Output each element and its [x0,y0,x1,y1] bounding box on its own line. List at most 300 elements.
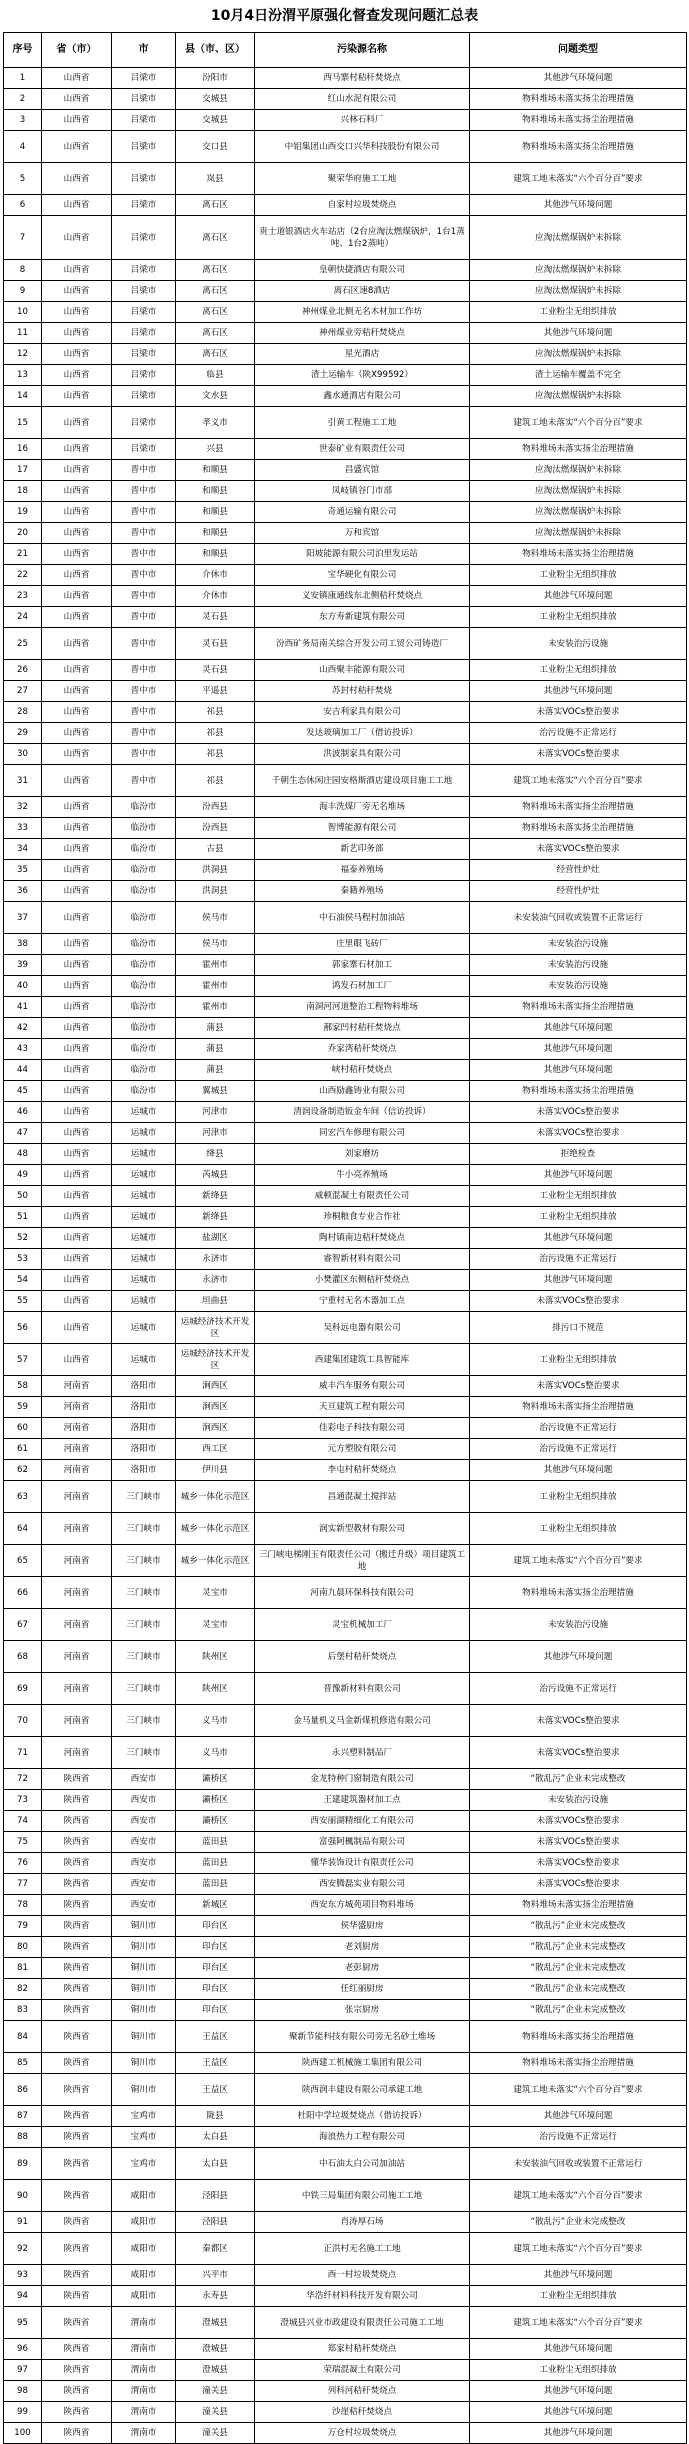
table-row [4,2148,687,2180]
cell-source-name: 懂华装饰设计有限责任公司 [255,1853,470,1874]
cell-county: 离石区 [176,344,255,365]
cell-source-name: 河南九晨环保科技有限公司 [255,1577,470,1609]
cell-county: 澄城县 [176,2339,255,2360]
cell-city: 临汾市 [112,955,176,976]
table-row [4,1673,687,1705]
cell-county: 蓝田县 [176,1832,255,1853]
cell-index: 66 [4,1577,42,1609]
cell-city: 运城市 [112,1228,176,1249]
cell-county: 蓝田县 [176,1874,255,1895]
cell-index: 17 [4,460,42,481]
table-row [4,839,687,860]
table-body [4,68,687,2444]
cell-county: 陕州区 [176,1673,255,1705]
cell-province: 陕西省 [42,2423,112,2444]
cell-problem-type: 其他涉气环境问题 [470,2402,687,2423]
cell-province: 山西省 [42,281,112,302]
table-row [4,1207,687,1228]
table-row [4,2265,687,2286]
cell-index: 41 [4,997,42,1018]
cell-source-name: 杜阳中学垃圾焚烧点（借访投诉） [255,2106,470,2127]
table-row [4,1123,687,1144]
cell-problem-type: 其他涉气环境问题 [470,1165,687,1186]
cell-source-name: 红山水泥有限公司 [255,89,470,110]
cell-county: 汾西县 [176,797,255,818]
table-row [4,1418,687,1439]
cell-problem-type: 其他涉气环境问题 [470,1641,687,1673]
cell-problem-type: 工业粉尘无组织排放 [470,1207,687,1228]
cell-index: 16 [4,439,42,460]
cell-problem-type: 其他涉气环境问题 [470,2423,687,2444]
table-row [4,1832,687,1853]
cell-problem-type: 应淘汰燃煤锅炉未拆除 [470,502,687,523]
cell-city: 铜川市 [112,2000,176,2021]
cell-city: 晋中市 [112,460,176,481]
cell-source-name: 陕西润丰建设有限公司承建工地 [255,2074,470,2106]
cell-problem-type: 治污设施不正常运行 [470,1249,687,1270]
cell-problem-type: 应淘汰燃煤锅炉未拆除 [470,281,687,302]
cell-index: 11 [4,323,42,344]
cell-index: 35 [4,860,42,881]
cell-city: 渭南市 [112,2339,176,2360]
cell-index: 44 [4,1060,42,1081]
cell-source-name: 牛小亮养殖场 [255,1165,470,1186]
cell-city: 运城市 [112,1165,176,1186]
table-row [4,702,687,723]
cell-city: 吕梁市 [112,89,176,110]
cell-city: 渭南市 [112,2423,176,2444]
cell-county: 印台区 [176,1916,255,1937]
cell-problem-type: 治污设施不正常运行 [470,2127,687,2148]
cell-problem-type: 应淘汰燃煤锅炉未拆除 [470,344,687,365]
cell-index: 12 [4,344,42,365]
cell-city: 晋中市 [112,523,176,544]
cell-province: 山西省 [42,723,112,744]
cell-county: 芮城县 [176,1165,255,1186]
cell-problem-type: 未安装治污设施 [470,628,687,660]
cell-county: 侯马市 [176,934,255,955]
cell-index: 3 [4,110,42,131]
cell-province: 山西省 [42,1165,112,1186]
cell-index: 39 [4,955,42,976]
table-row [4,1958,687,1979]
cell-county: 永寿县 [176,2286,255,2307]
cell-source-name: 苏封村秸秆焚烧 [255,681,470,702]
cell-problem-type: 未落实VOCs整治要求 [470,744,687,765]
cell-index: 70 [4,1705,42,1737]
cell-problem-type: 其他涉气环境问题 [470,323,687,344]
cell-source-name: 昌通混凝土搅拌站 [255,1481,470,1513]
cell-index: 21 [4,544,42,565]
cell-province: 山西省 [42,1102,112,1123]
cell-index: 89 [4,2148,42,2180]
cell-county: 翼城县 [176,1081,255,1102]
cell-county: 河津市 [176,1102,255,1123]
cell-index: 34 [4,839,42,860]
cell-county: 西工区 [176,1439,255,1460]
cell-county: 灵宝市 [176,1577,255,1609]
cell-index: 88 [4,2127,42,2148]
table-row [4,1609,687,1641]
cell-problem-type: 物料堆场未落实扬尘治理措施 [470,2021,687,2053]
cell-source-name: 荣瑞混凝土有限公司 [255,2360,470,2381]
table-row [4,1291,687,1312]
table-row [4,1545,687,1577]
cell-problem-type: 渣土运输车覆盖不完全 [470,365,687,386]
cell-county: 王益区 [176,2074,255,2106]
cell-problem-type: 物料堆场未落实扬尘治理措施 [470,544,687,565]
cell-index: 28 [4,702,42,723]
cell-problem-type: 未落实VOCs整治要求 [470,1376,687,1397]
table-row [4,2286,687,2307]
cell-city: 咸阳市 [112,2286,176,2307]
table-row [4,1249,687,1270]
cell-city: 晋中市 [112,765,176,797]
cell-problem-type: 工业粉尘无组织排放 [470,302,687,323]
table-row [4,1641,687,1673]
cell-index: 57 [4,1344,42,1376]
cell-index: 75 [4,1832,42,1853]
cell-county: 灞桥区 [176,1790,255,1811]
cell-province: 陕西省 [42,2106,112,2127]
table-row [4,586,687,607]
cell-city: 运城市 [112,1123,176,1144]
cell-problem-type: 治污设施不正常运行 [470,1418,687,1439]
table-row [4,1811,687,1832]
cell-province: 陕西省 [42,2021,112,2053]
cell-county: 岚县 [176,163,255,195]
table-row [4,110,687,131]
cell-province: 陕西省 [42,1958,112,1979]
cell-city: 临汾市 [112,1060,176,1081]
cell-county: 绛县 [176,1144,255,1165]
cell-county: 潼关县 [176,2423,255,2444]
cell-city: 吕梁市 [112,386,176,407]
cell-index: 27 [4,681,42,702]
cell-county: 霍州市 [176,955,255,976]
cell-county: 兴平市 [176,2265,255,2286]
cell-city: 临汾市 [112,934,176,955]
cell-county: 印台区 [176,1937,255,1958]
cell-index: 6 [4,195,42,216]
cell-province: 山西省 [42,839,112,860]
cell-index: 58 [4,1376,42,1397]
cell-county: 涧西区 [176,1418,255,1439]
cell-county: 王益区 [176,2053,255,2074]
cell-source-name: 鑫水通酒店有限公司 [255,386,470,407]
cell-province: 河南省 [42,1418,112,1439]
table-row [4,1513,687,1545]
cell-province: 陕西省 [42,1916,112,1937]
cell-province: 陕西省 [42,2148,112,2180]
cell-city: 洛阳市 [112,1397,176,1418]
cell-problem-type: 其他涉气环境问题 [470,586,687,607]
cell-county: 古县 [176,839,255,860]
cell-source-name: 王建建筑器材加工点 [255,1790,470,1811]
cell-county: 王益区 [176,2021,255,2053]
cell-source-name: 海浪热力工程有限公司 [255,2127,470,2148]
cell-city: 西安市 [112,1853,176,1874]
cell-problem-type: 未安装治污设施 [470,1790,687,1811]
cell-problem-type: 工业粉尘无组织排放 [470,1513,687,1545]
cell-index: 43 [4,1039,42,1060]
cell-source-name: 小樊灌区东侧秸秆焚烧点 [255,1270,470,1291]
cell-problem-type: 未落实VOCs整治要求 [470,1853,687,1874]
cell-province: 山西省 [42,163,112,195]
cell-source-name: 中石油太白公司加油站 [255,2148,470,2180]
cell-problem-type: 工业粉尘无组织排放 [470,1186,687,1207]
cell-city: 洛阳市 [112,1376,176,1397]
cell-province: 山西省 [42,1186,112,1207]
cell-index: 77 [4,1874,42,1895]
table-row [4,2233,687,2265]
cell-problem-type: 未安装治污设施 [470,955,687,976]
cell-source-name: 千朝生态休闲庄园安格斯酒店建设项目施工工地 [255,765,470,797]
cell-source-name: 宝华硬化有限公司 [255,565,470,586]
table-row [4,607,687,628]
cell-source-name: 刘家磨坊 [255,1144,470,1165]
cell-county: 义马市 [176,1737,255,1769]
cell-province: 山西省 [42,439,112,460]
cell-city: 吕梁市 [112,216,176,260]
table-row [4,302,687,323]
table-row [4,481,687,502]
cell-problem-type: 物料堆场未落实扬尘治理措施 [470,1081,687,1102]
cell-city: 临汾市 [112,818,176,839]
table-row [4,216,687,260]
table-row [4,902,687,934]
cell-province: 河南省 [42,1513,112,1545]
cell-province: 山西省 [42,344,112,365]
cell-county: 交城县 [176,89,255,110]
table-row [4,344,687,365]
cell-problem-type: “散乱污”企业未完成整改 [470,1769,687,1790]
cell-index: 37 [4,902,42,934]
cell-county: 和顺县 [176,481,255,502]
cell-province: 山西省 [42,997,112,1018]
cell-city: 西安市 [112,1895,176,1916]
cell-province: 山西省 [42,502,112,523]
cell-index: 55 [4,1291,42,1312]
cell-city: 三门峡市 [112,1737,176,1769]
cell-index: 90 [4,2180,42,2212]
cell-problem-type: 其他涉气环境问题 [470,195,687,216]
cell-city: 西安市 [112,1832,176,1853]
cell-source-name: 中铝集团山西交口兴华科技股份有限公司 [255,131,470,163]
cell-province: 陕西省 [42,1811,112,1832]
cell-city: 临汾市 [112,797,176,818]
cell-index: 100 [4,2423,42,2444]
cell-province: 山西省 [42,607,112,628]
cell-county: 蓝田县 [176,1853,255,1874]
cell-index: 47 [4,1123,42,1144]
cell-source-name: 汾西矿务局南关综合开发公司工贸公司铸造厂 [255,628,470,660]
cell-index: 71 [4,1737,42,1769]
cell-index: 38 [4,934,42,955]
table-row [4,2381,687,2402]
cell-source-name: 兴林石料厂 [255,110,470,131]
cell-problem-type: 其他涉气环境问题 [470,2106,687,2127]
header-index: 序号 [4,33,42,68]
cell-source-name: 东方寿新建筑有限公司 [255,607,470,628]
table-row [4,1481,687,1513]
cell-problem-type: 物料堆场未落实扬尘治理措施 [470,797,687,818]
cell-index: 15 [4,407,42,439]
cell-source-name: 李屯村秸秆焚烧点 [255,1460,470,1481]
cell-county: 离石区 [176,281,255,302]
cell-province: 山西省 [42,365,112,386]
cell-county: 离石区 [176,260,255,281]
cell-city: 临汾市 [112,1018,176,1039]
cell-source-name: 华浩纤材料科技开发有限公司 [255,2286,470,2307]
cell-problem-type: 其他涉气环境问题 [470,2339,687,2360]
cell-county: 太白县 [176,2148,255,2180]
cell-city: 运城市 [112,1144,176,1165]
cell-city: 三门峡市 [112,1641,176,1673]
cell-index: 30 [4,744,42,765]
table-row [4,2127,687,2148]
cell-source-name: 山西聚丰能源有限公司 [255,660,470,681]
cell-problem-type: 未安装油气回收或装置不正常运行 [470,902,687,934]
table-row [4,195,687,216]
cell-province: 山西省 [42,765,112,797]
cell-index: 94 [4,2286,42,2307]
cell-city: 运城市 [112,1249,176,1270]
cell-problem-type: 物料堆场未落实扬尘治理措施 [470,439,687,460]
cell-problem-type: 治污设施不正常运行 [470,1439,687,1460]
table-row [4,260,687,281]
table-row [4,89,687,110]
cell-county: 灵石县 [176,660,255,681]
cell-province: 山西省 [42,323,112,344]
cell-problem-type: 应淘汰燃煤锅炉未拆除 [470,481,687,502]
cell-problem-type: 物料堆场未落实扬尘治理措施 [470,110,687,131]
cell-problem-type: 建筑工地未落实“六个百分百”要求 [470,163,687,195]
cell-index: 56 [4,1312,42,1344]
cell-county: 灵石县 [176,628,255,660]
cell-county: 灵宝市 [176,1609,255,1641]
cell-city: 晋中市 [112,586,176,607]
cell-city: 运城市 [112,1207,176,1228]
cell-problem-type: “散乱污”企业未完成整改 [470,2212,687,2233]
cell-city: 西安市 [112,1769,176,1790]
cell-source-name: 自家村垃圾焚烧点 [255,195,470,216]
cell-city: 运城市 [112,1312,176,1344]
cell-index: 95 [4,2307,42,2339]
cell-index: 67 [4,1609,42,1641]
cell-problem-type: 物料堆场未落实扬尘治理措施 [470,2053,687,2074]
cell-source-name: 西安丽湖精细化工有限公司 [255,1811,470,1832]
cell-problem-type: 未安装治污设施 [470,976,687,997]
cell-problem-type: 建筑工地未落实“六个百分百”要求 [470,407,687,439]
cell-city: 铜川市 [112,1958,176,1979]
table-row [4,1186,687,1207]
cell-source-name: 任红丽厨房 [255,1979,470,2000]
cell-index: 61 [4,1439,42,1460]
cell-index: 20 [4,523,42,544]
cell-county: 永济市 [176,1270,255,1291]
cell-province: 山西省 [42,818,112,839]
cell-county: 洪洞县 [176,860,255,881]
cell-index: 59 [4,1397,42,1418]
cell-source-name: 金马量机义马金新煤机修造有限公司 [255,1705,470,1737]
cell-province: 山西省 [42,1081,112,1102]
table-row [4,723,687,744]
cell-city: 吕梁市 [112,110,176,131]
table-row [4,2106,687,2127]
cell-source-name: 新艺印务部 [255,839,470,860]
cell-county: 和顺县 [176,460,255,481]
table-row [4,934,687,955]
cell-problem-type: “散乱污”企业未完成整改 [470,2000,687,2021]
cell-city: 咸阳市 [112,2265,176,2286]
cell-source-name: 澄城县兴业市政建设有限责任公司施工工地 [255,2307,470,2339]
cell-province: 陕西省 [42,2339,112,2360]
cell-city: 晋中市 [112,744,176,765]
cell-city: 铜川市 [112,1937,176,1958]
cell-problem-type: 工业粉尘无组织排放 [470,660,687,681]
cell-province: 山西省 [42,881,112,902]
table-row [4,523,687,544]
cell-province: 山西省 [42,955,112,976]
cell-problem-type: 物料堆场未落实扬尘治理措施 [470,1397,687,1418]
cell-problem-type: 其他涉气环境问题 [470,1060,687,1081]
table-row [4,1144,687,1165]
cell-province: 陕西省 [42,2127,112,2148]
cell-problem-type: 未安装治污设施 [470,1609,687,1641]
cell-city: 洛阳市 [112,1418,176,1439]
cell-problem-type: 应淘汰燃煤锅炉未拆除 [470,460,687,481]
cell-problem-type: 未落实VOCs整治要求 [470,1874,687,1895]
cell-province: 山西省 [42,131,112,163]
cell-county: 汾阳市 [176,68,255,89]
cell-county: 兴县 [176,439,255,460]
cell-city: 三门峡市 [112,1481,176,1513]
table-row [4,365,687,386]
cell-province: 山西省 [42,89,112,110]
cell-city: 晋中市 [112,502,176,523]
cell-county: 介休市 [176,565,255,586]
cell-index: 80 [4,1937,42,1958]
cell-problem-type: 其他涉气环境问题 [470,1018,687,1039]
cell-source-name: 西建集团建筑工具智能库 [255,1344,470,1376]
cell-city: 吕梁市 [112,323,176,344]
cell-source-name: 凤岐镇谷门市部 [255,481,470,502]
cell-city: 晋中市 [112,565,176,586]
cell-source-name: 福泰养殖场 [255,860,470,881]
cell-source-name: 后堡村秸秆焚烧点 [255,1641,470,1673]
cell-city: 西安市 [112,1874,176,1895]
cell-province: 山西省 [42,216,112,260]
cell-province: 陕西省 [42,1937,112,1958]
cell-index: 74 [4,1811,42,1832]
cell-index: 76 [4,1853,42,1874]
cell-province: 陕西省 [42,1832,112,1853]
cell-county: 侯马市 [176,902,255,934]
cell-province: 陕西省 [42,2381,112,2402]
cell-province: 陕西省 [42,2233,112,2265]
cell-problem-type: 治污设施不正常运行 [470,1673,687,1705]
cell-index: 2 [4,89,42,110]
table-row [4,881,687,902]
cell-county: 澄城县 [176,2307,255,2339]
table-row [4,1979,687,2000]
table-row [4,2000,687,2021]
cell-problem-type: 其他涉气环境问题 [470,2265,687,2286]
cell-index: 54 [4,1270,42,1291]
table-row [4,1737,687,1769]
cell-province: 山西省 [42,1270,112,1291]
